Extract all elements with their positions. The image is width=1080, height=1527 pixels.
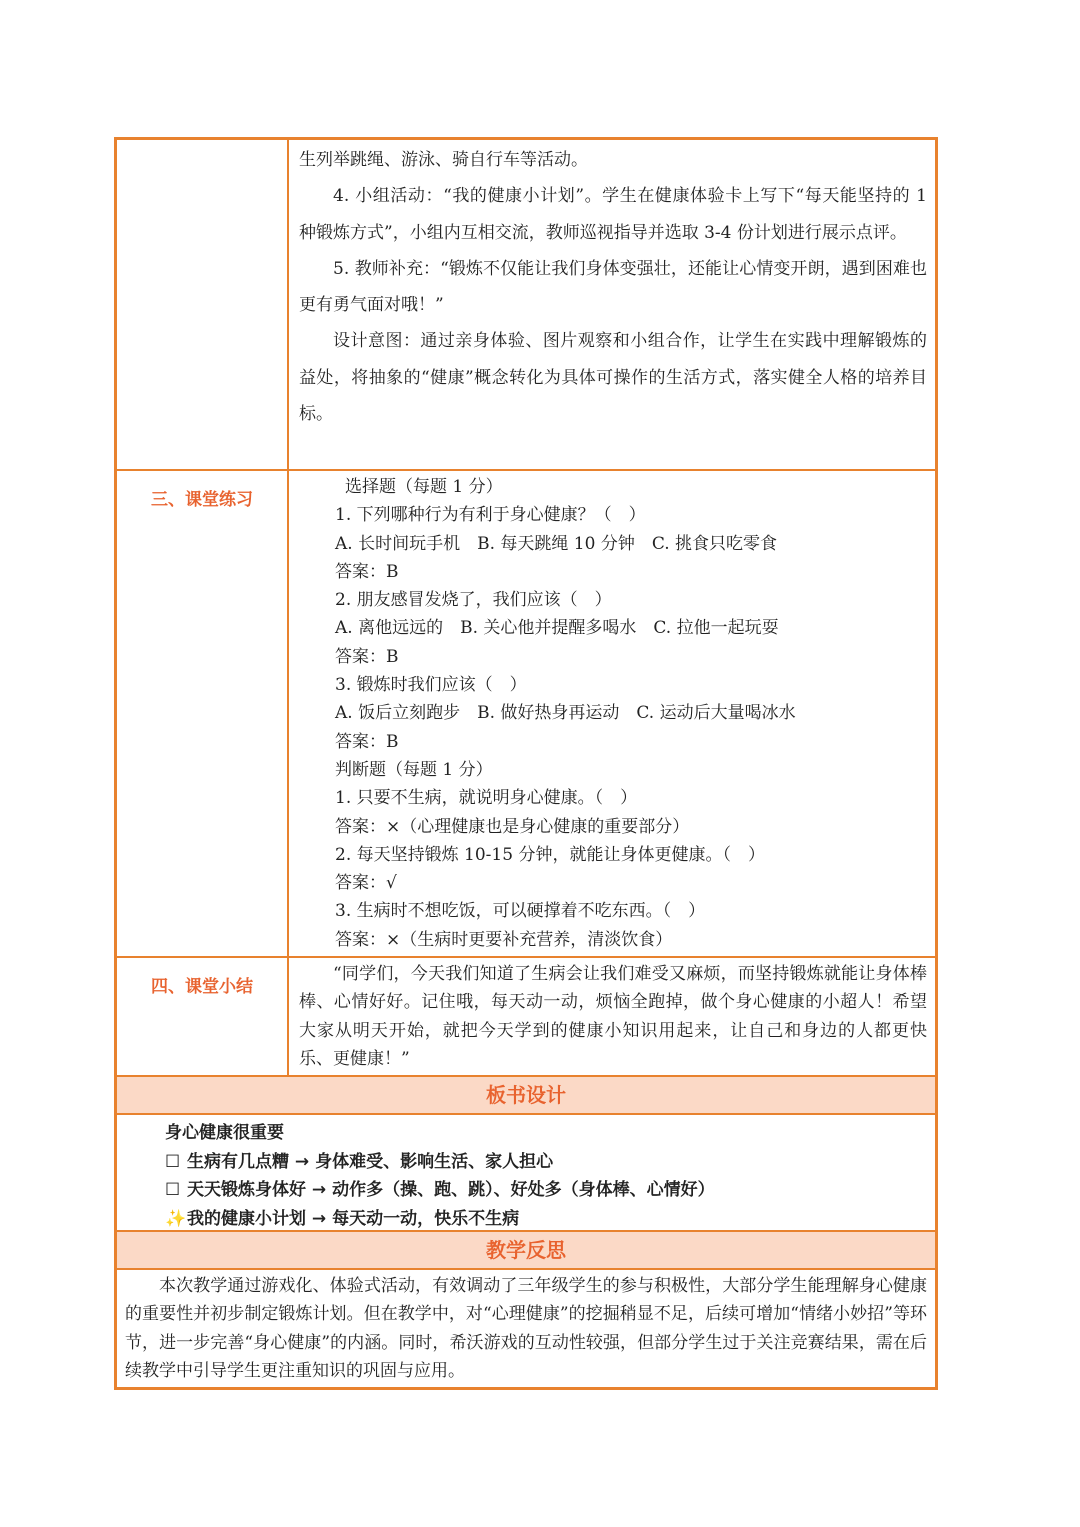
activity-paragraph: 5. 教师补充：“锻炼不仅能让我们身体变强壮，还能让心情变开朗，遇到困难也更有勇气面对哦！” <box>299 258 927 316</box>
practice-line: 3. 锻炼时我们应该（ ） <box>335 675 527 696</box>
practice-line: A. 离他远远的 B. 关心他并提醒多喝水 C. 拉他一起玩耍 <box>335 618 779 639</box>
board-item-text: 我的健康小计划 → 每天动一动，快乐不生病 <box>187 1208 520 1229</box>
practice-line: 答案：B <box>335 561 399 582</box>
board-item <box>165 1176 935 1205</box>
checkbox-icon: ☐ <box>165 1151 181 1172</box>
board-content-row <box>117 1115 935 1232</box>
summary-content-cell <box>289 958 935 1075</box>
board-item-text: 生病有几点糟 → 身体难受、影响生活、家人担心 <box>187 1151 554 1172</box>
activity-label-cell <box>117 140 289 469</box>
practice-line: 1. 只要不生病，就说明身心健康。（ ） <box>335 788 638 809</box>
lesson-plan-table <box>114 137 938 1390</box>
board-content <box>117 1115 935 1235</box>
reflection-text: 本次教学通过游戏化、体验式活动，有效调动了三年级学生的参与积极性，大部分学生能理解身心健康的重要性并初步制定锻炼计划。但在教学中，对“心理健康”的挖掘稍显不足，后续可增加“情绪小妙招”等环节，进一步完善“身心健康”的内涵。同时，希沃游戏的互动性较强，但部分学生过于关注竞赛结果，需在后续教学中引导学生更注重知识的巩固与应用。 <box>125 1276 927 1381</box>
reflection-content <box>117 1270 935 1387</box>
practice-line: 2. 每天坚持锻炼 10-15 分钟，就能让身体更健康。（ ） <box>335 844 765 865</box>
summary-text: “同学们，今天我们知道了生病会让我们难受又麻烦，而坚持锻炼就能让身体棒棒、心情好好。记住哦，每天动一动，烦恼全跑掉，做个身心健康的小超人！希望大家从明天开始，就把今天学到的健康小知识用起来，让自己和身边的人都更快乐、更健康！” <box>299 964 927 1069</box>
activity-paragraph: 4. 小组活动：“我的健康小计划”。学生在健康体验卡上写下“每天能坚持的 1 种锻炼方式”，小组内互相交流，教师巡视指导并选取 3-4 份计划进行展示点评。 <box>299 186 927 243</box>
practice-label: 三、课堂练习 <box>117 471 289 956</box>
practice-content-cell <box>289 471 935 956</box>
practice-line: 1. 下列哪种行为有利于身心健康？（ ） <box>335 505 646 526</box>
board-item <box>165 1205 935 1234</box>
practice-line: 答案：√ <box>335 873 397 894</box>
practice-line: 2. 朋友感冒发烧了，我们应该（ ） <box>335 590 612 611</box>
board-heading: 身心健康很重要 <box>165 1123 284 1143</box>
practice-row <box>117 471 935 958</box>
practice-line: A. 长时间玩手机 B. 每天跳绳 10 分钟 C. 挑食只吃零食 <box>335 533 778 554</box>
practice-line: 答案：×（生病时更要补充营养，清淡饮食） <box>335 929 673 950</box>
activity-paragraph: 生列举跳绳、游泳、骑自行车等活动。 <box>299 150 588 170</box>
checkbox-icon: ☐ <box>165 1180 181 1200</box>
reflection-content-row <box>117 1270 935 1387</box>
practice-line: 选择题（每题 1 分） <box>345 477 503 497</box>
practice-line: 3. 生病时不想吃饭，可以硬撑着不吃东西。（ ） <box>335 901 706 922</box>
board-item-text: 天天锻炼身体好 → 动作多（操、跑、跳）、好处多（身体棒、心情好） <box>187 1180 715 1200</box>
activity-content-cell <box>289 140 935 469</box>
reflection-title-row <box>117 1232 935 1270</box>
board-design-title: 板书设计 <box>117 1077 935 1113</box>
practice-line: A. 饭后立刻跑步 B. 做好热身再运动 C. 运动后大量喝冰水 <box>335 703 796 724</box>
design-intent-paragraph: 设计意图：通过亲身体验、图片观察和小组合作，让学生在实践中理解锻炼的益处，将抽象的“健康”概念转化为具体可操作的生活方式，落实健全人格的培养目标。 <box>299 331 927 425</box>
board-item <box>165 1148 935 1177</box>
summary-row <box>117 958 935 1077</box>
board-title-row <box>117 1077 935 1115</box>
sparkles-icon: ✨ <box>165 1208 187 1229</box>
practice-line: 判断题（每题 1 分） <box>335 759 493 780</box>
practice-line: 答案：B <box>335 646 399 667</box>
summary-label: 四、课堂小结 <box>117 958 289 1075</box>
activity-row <box>117 140 935 471</box>
teaching-reflection-title: 教学反思 <box>117 1232 935 1268</box>
practice-line: 答案：×（心理健康也是身心健康的重要部分） <box>335 816 690 837</box>
practice-line: 答案：B <box>335 731 399 752</box>
